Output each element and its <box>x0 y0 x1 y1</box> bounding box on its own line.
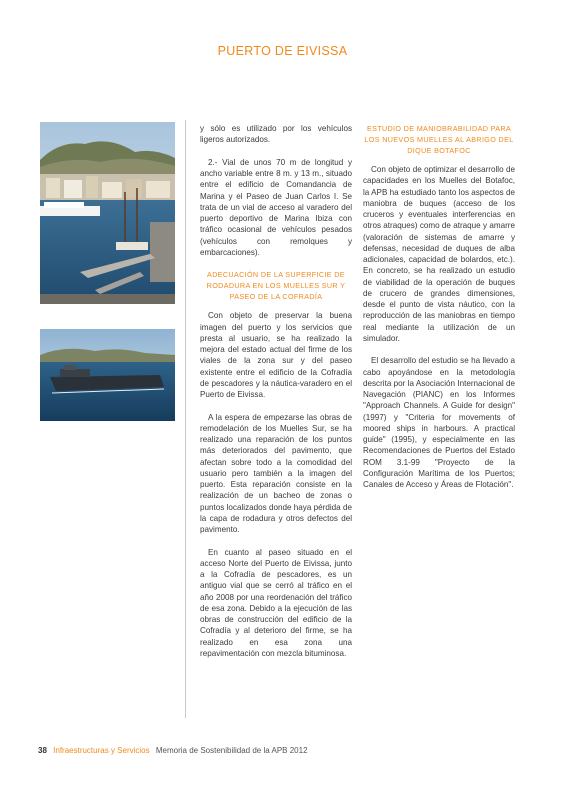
text-column-right <box>363 123 515 502</box>
page-footer <box>38 746 308 755</box>
column-divider <box>185 120 186 718</box>
text-column-left <box>200 123 352 670</box>
harbour-photo <box>40 122 175 304</box>
paragraph: y sólo es utilizado por los vehículos ligeros autorizados. <box>200 124 352 145</box>
paragraph: En cuanto al paseo situado en el acceso Norte del Puerto de Eivissa, junto a la Cofradía de pescadores, es un antiguo vial que se cerró al tráfico en el año 2008 por una reordenación del tráfico de esa zona. Debido a la ejecución de las obras de construcción del edificio de la Cofradía y al deterioro del firme, se ha realizado en esa zona una repavimentación con mezcla bituminosa. <box>200 547 352 658</box>
footer-document-title: Memoria de Sostenibilidad de la APB 2012 <box>155 746 308 755</box>
section-heading: ADECUACIÓN DE LA SUPERFICIE DE RODADURA EN LOS MUELLES SUR Y PASEO DE LA COFRADÍA <box>206 270 346 302</box>
paragraph: Con objeto de preservar la buena imagen del puerto y los servicios que presta al usuario, se ha realizado la mejora del estado actual del firme de los viales de la zona sur y del paseo existente entre el edificio de la Cofradía de pescadores y la náutica-varadero en el Puerto de Eivissa. <box>200 311 352 399</box>
paragraph: 2.- Vial de unos 70 m de longitud y ancho variable entre 8 m. y 13 m., situado entre el edificio de Comandancia de Marina y el Paseo de Juan Carlos I. Se trata de un vial de acceso al varadero del puerto deportivo de Marina Ibiza con tráfico ocasional de vehículos pesados (vehículos con remolques y embarcaciones). <box>200 157 352 257</box>
harbour-photo-image <box>40 122 175 304</box>
paragraph: A la espera de empezarse las obras de remodelación de los Muelles Sur, se ha realizado una reparación de los puntos más deteriorados del pavimento, que afectan sobre todo a la comodidad del usuario pero también a la imagen del puerto. Esta reparación consiste en la realización de un bacheo de zonas o puntos localizados donde haya pérdida de la capa de rodadura y otros defectos del pavimento. <box>200 412 352 534</box>
page-number: 38 <box>38 746 47 755</box>
ship-photo <box>40 329 175 421</box>
ship-photo-image <box>40 329 175 421</box>
section-heading: ESTUDIO DE MANIOBRABILIDAD PARA LOS NUEVOS MUELLES AL ABRIGO DEL DIQUE BOTAFOC <box>364 124 514 155</box>
paragraph: El desarrollo del estudio se ha llevado a cabo apoyándose en la metodología descrita por la Asociación Internacional de Navegación (PIANC) en los Informes "Approach Channels. A Guide for design" (1997) y "Criteria for movements of moored ships in harbours. A practical guide" (1995), y especialmente en las Recomendaciones de Puertos del Estado ROM 3.1-99 "Proyecto de la Configuración Marítima de los Puertos; Canales de Acceso y Áreas de Flotación". <box>363 356 515 489</box>
paragraph: Con objeto de optimizar el desarrollo de capacidades en los Muelles del Botafoc, la APB ha estudiado tanto los aspectos de maniobra de buques (acceso de los cruceros y eventuales interferencias en otros atraques) como de atraque y amarre (valoración de sistemas de amarre y defensas, necesidad de duques de alba adicionales, capacidad de bolardos, etc.). En concreto, se ha realizado un estudio de viabilidad de la operación de buques de crucero de grandes dimensiones, desde el punto de vista náutico, con la reproducción de las maniobras en tiempo real mediante la utilización de un simulador. <box>363 165 515 343</box>
footer-section-name: Infraestructuras y Servicios <box>53 746 150 755</box>
page-header-title: PUERTO DE EIVISSA <box>217 44 348 58</box>
